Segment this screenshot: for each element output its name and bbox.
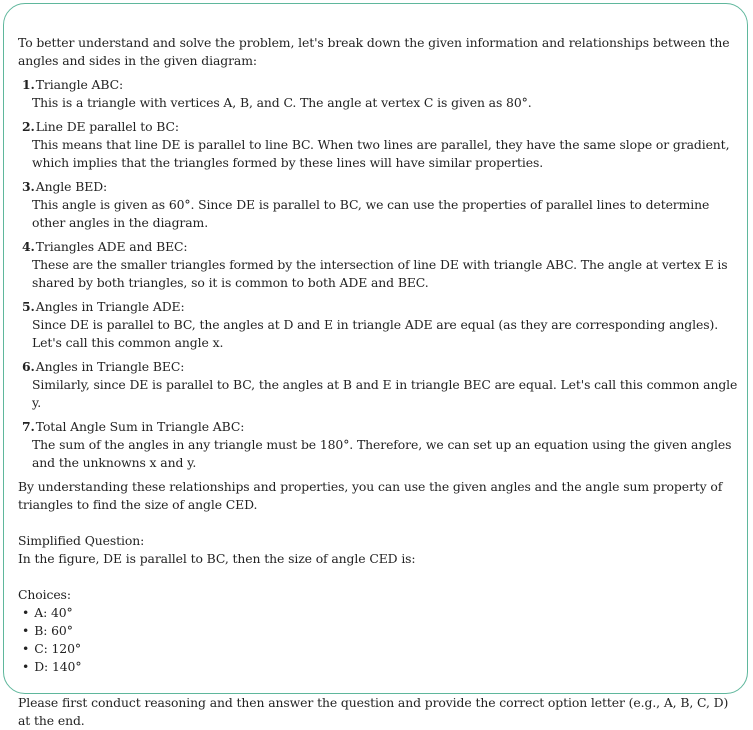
step-title: Line DE parallel to BC: <box>35 119 179 134</box>
step-item <box>18 238 740 292</box>
step-title: Angle BED: <box>35 179 108 194</box>
choices-label: Choices: <box>18 587 71 602</box>
summary-paragraph: By understanding these relationships and properties, you can use the given angles and the angle sum property of triangles to find the size of angle CED. <box>18 479 723 512</box>
step-number: 4. <box>22 239 35 254</box>
step-item <box>18 178 740 232</box>
choice-item: • B: 60° <box>22 622 740 640</box>
simplified-question-label: Simplified Question: <box>18 533 145 548</box>
choice-item: • D: 140° <box>22 658 740 676</box>
step-item <box>18 418 740 472</box>
choice-item: • C: 120° <box>22 640 740 658</box>
step-number: 7. <box>22 419 35 434</box>
intro-paragraph: To better understand and solve the problem, let's break down the given information and relationships between the angles and sides in the given diagram: <box>18 35 730 68</box>
step-body: This angle is given as 60°. Since DE is parallel to BC, we can use the properties of parallel lines to determine other angles in the diagram. <box>32 197 710 230</box>
step-title: Total Angle Sum in Triangle ABC: <box>35 419 245 434</box>
step-number: 5. <box>22 299 35 314</box>
step-item <box>18 358 740 412</box>
step-body: Since DE is parallel to BC, the angles at D and E in triangle ADE are equal (as they are corresponding angles). Let's call this common angle x. <box>32 317 719 350</box>
question-text: In the figure, DE is parallel to BC, then the size of angle CED is: <box>18 551 416 566</box>
choice-list <box>18 604 740 676</box>
step-item <box>18 298 740 352</box>
step-number: 6. <box>22 359 35 374</box>
instruction-text: Please first conduct reasoning and then answer the question and provide the correct option letter (e.g., A, B, C, D) at the end. <box>18 695 729 728</box>
step-item <box>18 76 740 112</box>
step-title: Angles in Triangle ADE: <box>35 299 185 314</box>
step-number: 3. <box>22 179 35 194</box>
step-body: These are the smaller triangles formed by the intersection of line DE with triangle ABC. The angle at vertex E is shared by both triangles, so it is common to both ADE and BEC. <box>32 257 728 290</box>
step-body: Similarly, since DE is parallel to BC, the angles at B and E in triangle BEC are equal. Let's call this common angle y. <box>32 377 738 410</box>
step-number: 2. <box>22 119 35 134</box>
step-title: Triangle ABC: <box>35 77 124 92</box>
message-card <box>3 3 748 728</box>
step-body: This is a triangle with vertices A, B, and C. The angle at vertex C is given as 80°. <box>32 95 532 110</box>
step-body: This means that line DE is parallel to line BC. When two lines are parallel, they have the same slope or gradient, which implies that the triangles formed by these lines will have similar properties. <box>32 137 730 170</box>
step-number: 1. <box>22 77 35 92</box>
step-item <box>18 118 740 172</box>
step-list <box>18 76 740 472</box>
message-content <box>18 34 740 730</box>
step-title: Angles in Triangle BEC: <box>35 359 185 374</box>
choice-item: • A: 40° <box>22 604 740 622</box>
step-body: The sum of the angles in any triangle must be 180°. Therefore, we can set up an equation using the given angles and the unknowns x and y. <box>32 437 732 470</box>
step-title: Triangles ADE and BEC: <box>35 239 188 254</box>
